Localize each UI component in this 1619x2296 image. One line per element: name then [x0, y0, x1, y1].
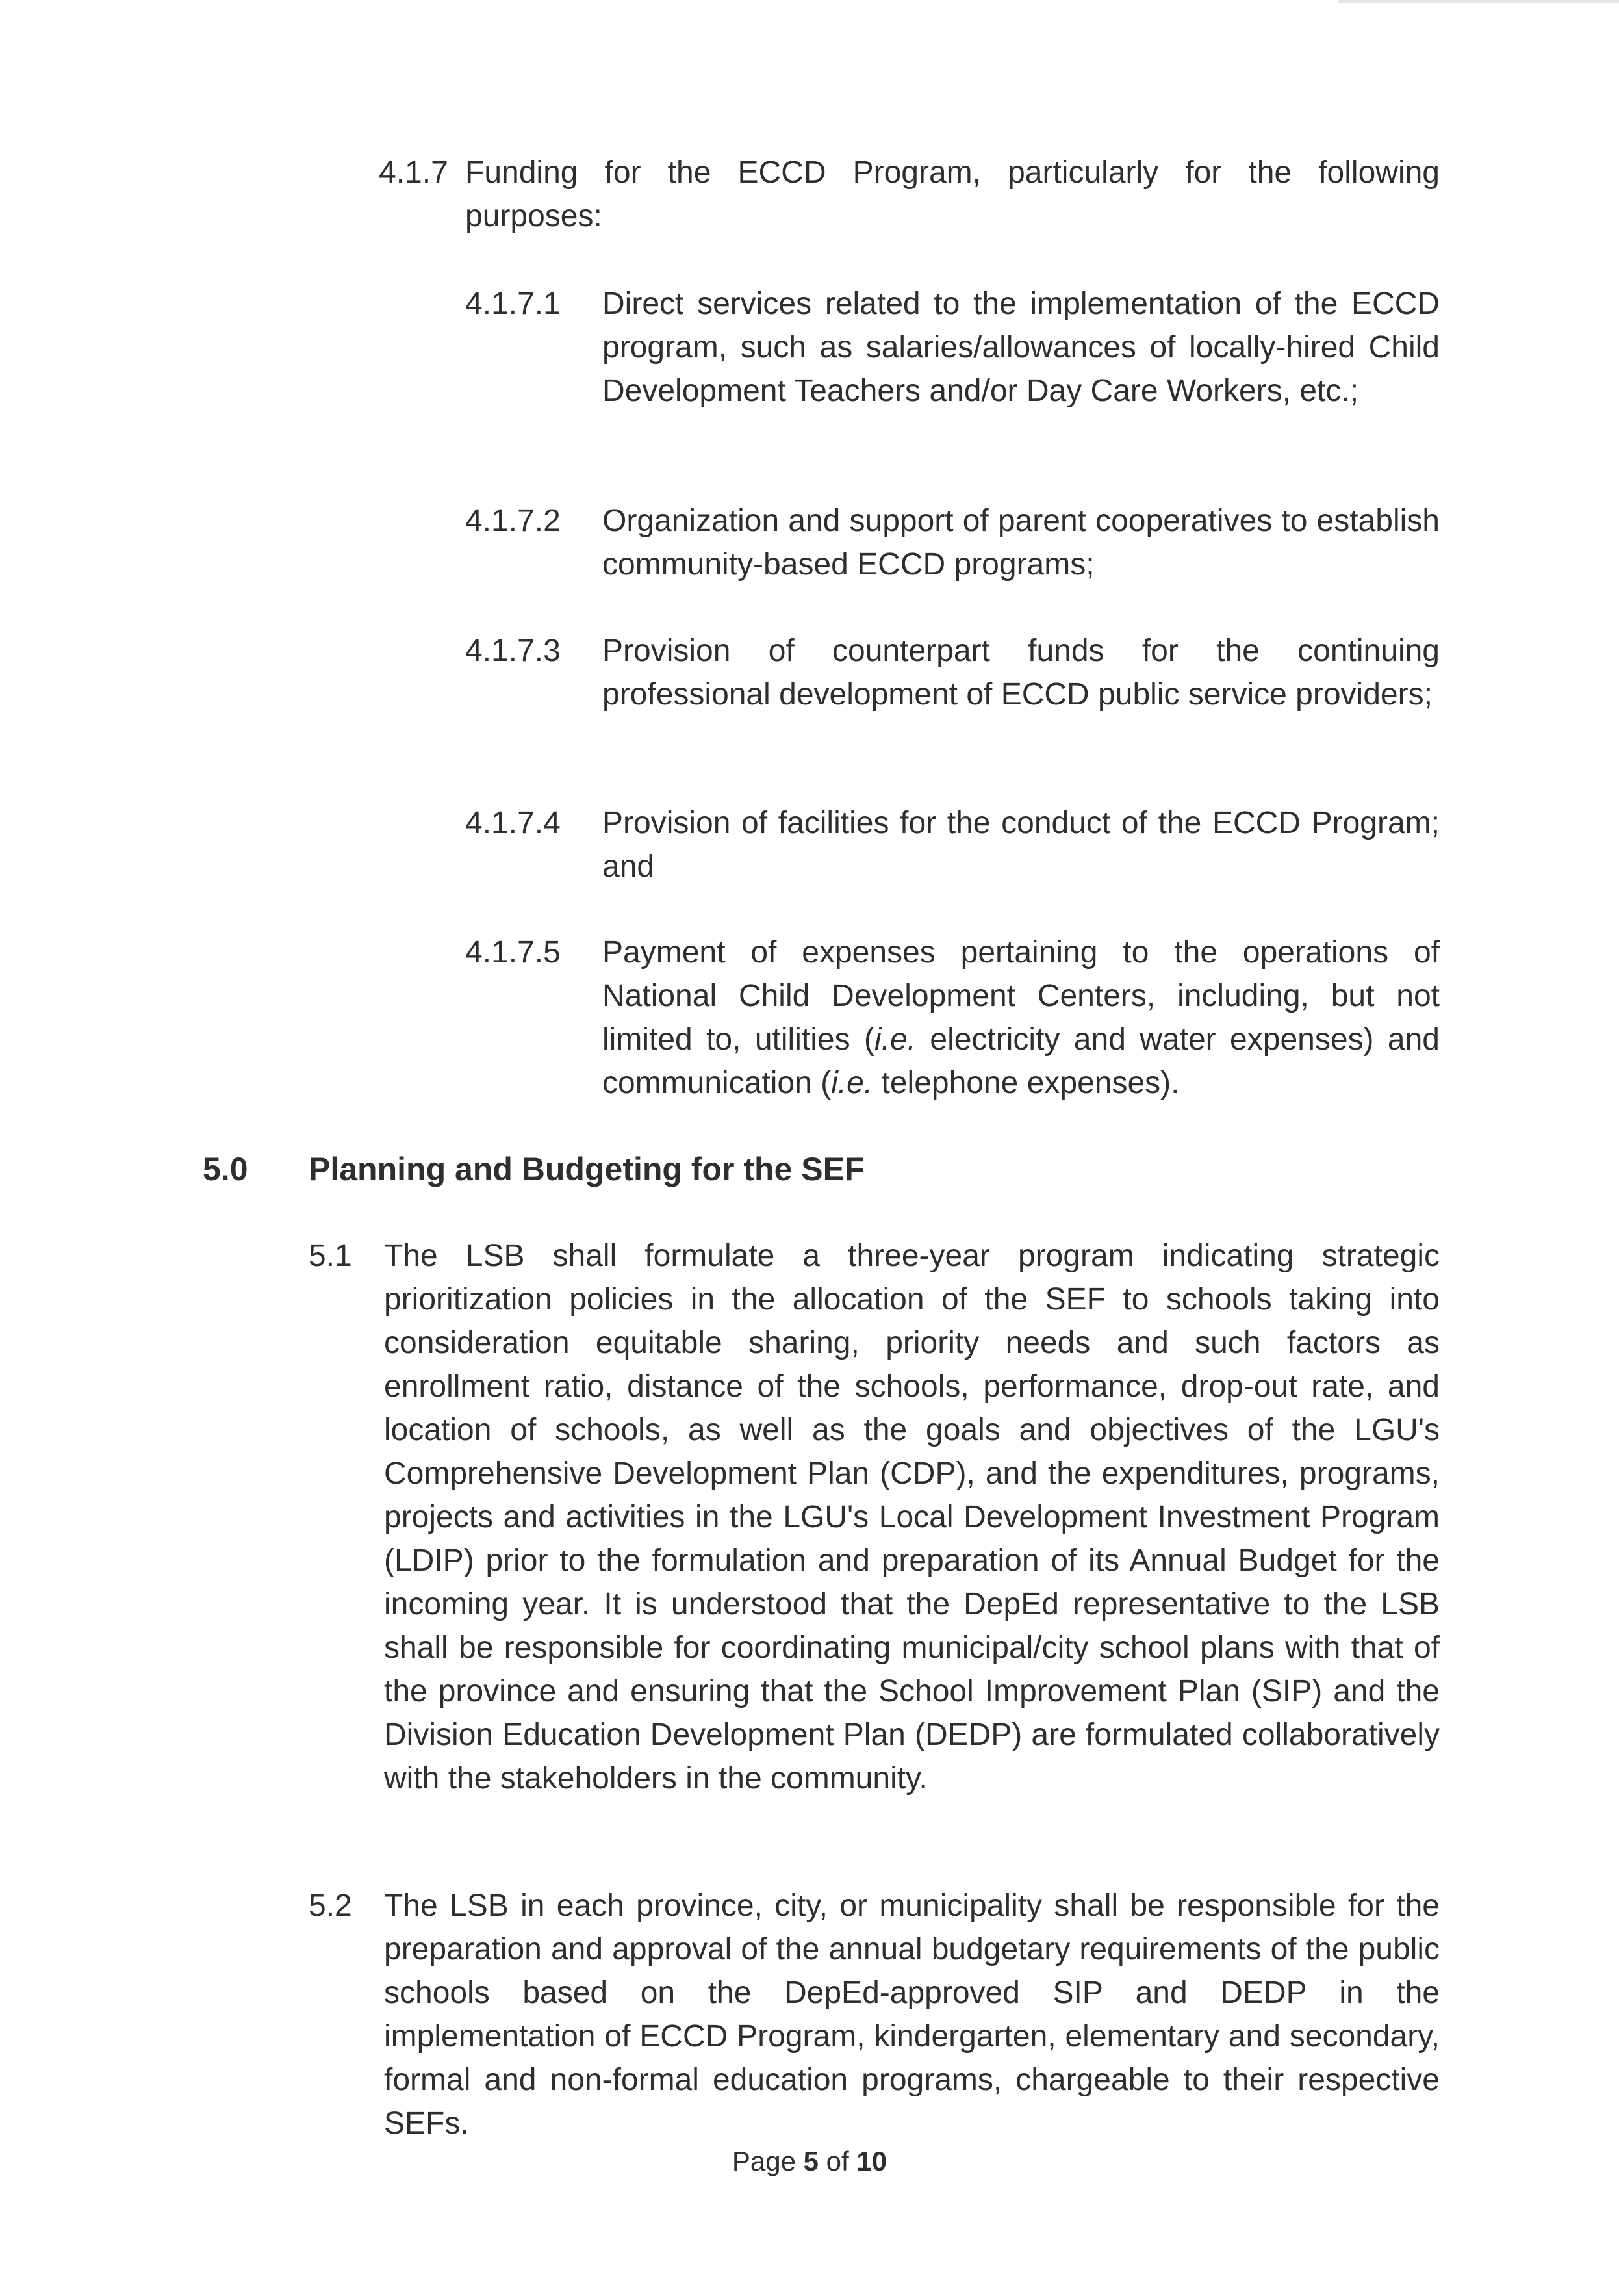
subitem-number-4-1-7-1: 4.1.7.1	[465, 287, 561, 321]
subitem-text-4-1-7-5	[602, 931, 1440, 1105]
footer-total-pages: 10	[856, 2146, 887, 2176]
item-number-4-1-7: 4.1.7	[379, 155, 448, 190]
footer-page-number: 5	[803, 2146, 819, 2176]
footer-page-prefix: Page	[732, 2146, 804, 2176]
subitem-text-4-1-7-5-part3: telephone expenses).	[873, 1066, 1180, 1100]
ie-abbreviation-2: i.e.	[831, 1066, 873, 1100]
item-number-5-2: 5.2	[309, 1889, 352, 1923]
subitem-text-4-1-7-5-part2: electricity and water expenses) and communication (	[602, 1022, 1440, 1100]
item-number-5-1: 5.1	[309, 1239, 352, 1273]
subitem-text-4-1-7-2: Organization and support of parent cooperatives to establish community-based ECCD programs;	[602, 504, 1440, 582]
page-footer	[0, 2143, 1619, 2180]
subitem-text-4-1-7-4: Provision of facilities for the conduct of the ECCD Program; and	[602, 806, 1440, 884]
subitem-text-4-1-7-1: Direct services related to the implementation of the ECCD program, such as salaries/allowances of locally-hired Child Development Teachers and/or Day Care Workers, etc.;	[602, 287, 1440, 408]
subitem-number-4-1-7-4: 4.1.7.4	[465, 806, 561, 840]
subitem-number-4-1-7-2: 4.1.7.2	[465, 504, 561, 538]
item-text-5-1: The LSB shall formulate a three-year program indicating strategic prioritization policies in the allocation of the SEF to schools taking into consideration equitable sharing, priority needs and such factors as enrollment ratio, distance of the schools, performance, drop-out rate, and location of schools, as well as the goals and objectives of the LGU's Comprehensive Development Plan (CDP), and the expenditures, programs, projects and activities in the LGU's Local Development Investment Program (LDIP) prior to the formulation and preparation of its Annual Budget for the incoming year. It is understood that the DepEd representative to the LSB shall be responsible for coordinating municipal/city school plans with that of the province and ensuring that the School Improvement Plan (SIP) and the Division Education Development Plan (DEDP) are formulated collaboratively with the stakeholders in the community.	[384, 1239, 1440, 1796]
section-title-5-0: Planning and Budgeting for the SEF	[309, 1151, 865, 1187]
ie-abbreviation-1: i.e.	[874, 1022, 916, 1057]
subitem-text-4-1-7-5-part1: Payment of expenses pertaining to the operations of National Child Development Centers, including, but not limited to, utilities (	[602, 935, 1440, 1057]
subitem-number-4-1-7-3: 4.1.7.3	[465, 634, 561, 668]
section-number-5-0: 5.0	[203, 1151, 248, 1187]
item-text-4-1-7: Funding for the ECCD Program, particularly for the following purposes:	[465, 155, 1440, 233]
scan-edge-line	[1338, 0, 1619, 3]
item-text-5-2: The LSB in each province, city, or municipality shall be responsible for the preparation and approval of the annual budgetary requirements of the public schools based on the DepEd-approved SIP and DEDP in the implementation of ECCD Program, kindergarten, elementary and secondary, formal and non-formal education programs, chargeable to their respective SEFs.	[384, 1889, 1440, 2141]
subitem-text-4-1-7-3: Provision of counterpart funds for the continuing professional development of ECCD public service providers;	[602, 634, 1440, 712]
subitem-number-4-1-7-5: 4.1.7.5	[465, 935, 561, 970]
footer-of-label: of	[819, 2146, 857, 2176]
